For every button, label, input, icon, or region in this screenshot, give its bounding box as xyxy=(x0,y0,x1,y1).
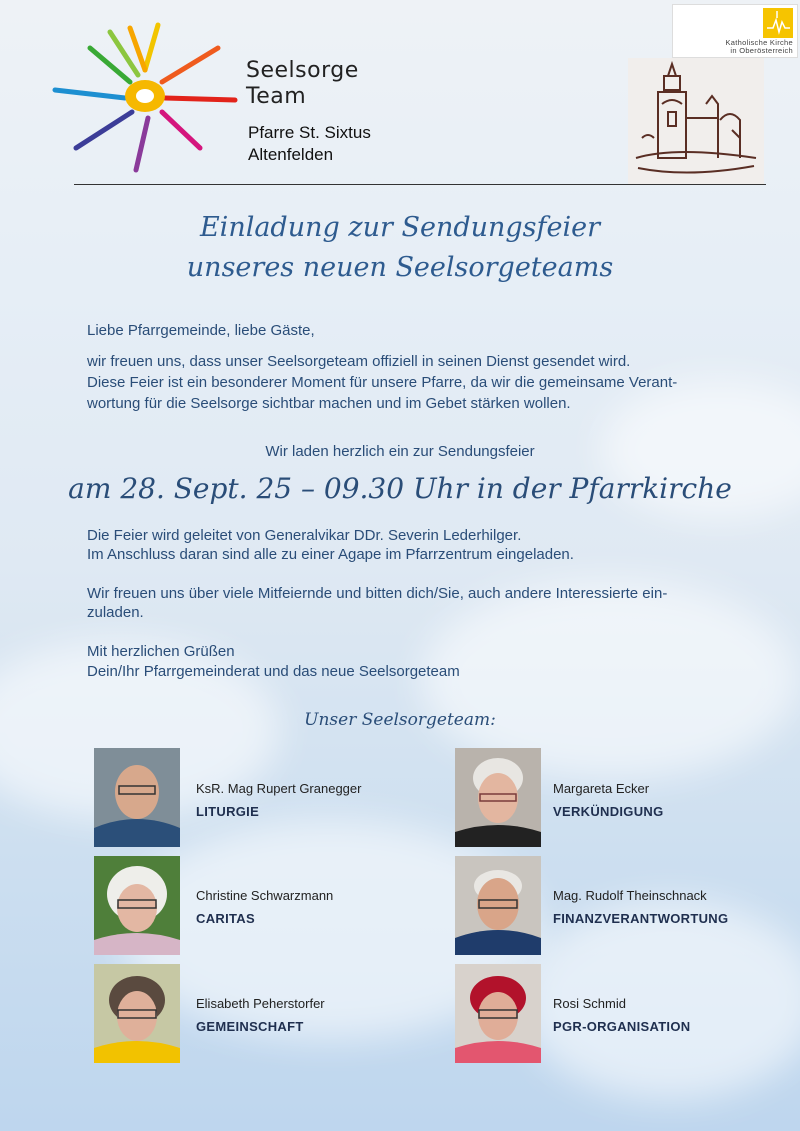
details-line-2: Im Anschluss daran sind alle zu einer Agape im Pfarrzentrum eingeladen. xyxy=(87,546,574,563)
closing-line-2: Dein/Ihr Pfarrgemeinderat und das neue Seelsorgeteam xyxy=(87,663,460,680)
header-divider xyxy=(74,184,766,185)
greeting: Liebe Pfarrgemeinde, liebe Gäste, xyxy=(87,322,315,339)
closing-line-1: Mit herzlichen Grüßen xyxy=(87,643,235,660)
team-heading: Unser Seelsorgeteam: xyxy=(304,710,496,730)
intro-line-1: wir freuen uns, dass unser Seelsorgeteam offiziell in seinen Dienst gesendet wird. xyxy=(87,353,631,370)
kirche-emblem-icon xyxy=(763,8,793,38)
sun-logo-icon xyxy=(50,20,240,180)
member-role: LITURGIE xyxy=(196,804,260,819)
church-drawing-image xyxy=(628,58,764,184)
details-line-3: Wir freuen uns über viele Mitfeiernde und bitten dich/Sie, auch andere Interessierte ein- xyxy=(87,585,668,602)
member-photo xyxy=(455,856,541,955)
member-role: FINANZVERANTWORTUNG xyxy=(553,911,729,926)
member-name: Mag. Rudolf Theinschnack xyxy=(553,888,707,903)
invite-line: Wir laden herzlich ein zur Sendungsfeier xyxy=(265,443,535,460)
member-name: Margareta Ecker xyxy=(553,781,650,796)
church-org-logo: Katholische Kirche in Oberösterreich xyxy=(672,4,798,58)
member-role: PGR-ORGANISATION xyxy=(553,1019,691,1034)
member-photo xyxy=(94,748,180,847)
member-photo xyxy=(455,748,541,847)
headline-line-2: unseres neuen Seelsorgeteams xyxy=(186,252,614,283)
member-name: Rosi Schmid xyxy=(553,996,626,1011)
event-date-line: am 28. Sept. 25 – 09.30 Uhr in der Pfarrkirche xyxy=(68,472,732,505)
member-role: GEMEINSCHAFT xyxy=(196,1019,304,1034)
member-name: Elisabeth Peherstorfer xyxy=(196,996,325,1011)
intro-line-2: Diese Feier ist ein besonderer Moment für unsere Pfarre, da wir die gemeinsame Verant- xyxy=(87,374,678,391)
logo-title: Seelsorge Team xyxy=(246,58,359,109)
member-photo xyxy=(455,964,541,1063)
member-name: KsR. Mag Rupert Granegger xyxy=(196,781,362,796)
intro-line-3: wortung für die Seelsorge sichtbar machen und im Gebet stärken wollen. xyxy=(87,395,571,412)
member-photo xyxy=(94,964,180,1063)
member-name: Christine Schwarzmann xyxy=(196,888,334,903)
member-photo xyxy=(94,856,180,955)
member-role: VERKÜNDIGUNG xyxy=(553,804,664,819)
headline-line-1: Einladung zur Sendungsfeier xyxy=(199,212,601,243)
details-line-4: zuladen. xyxy=(87,604,144,621)
details-line-1: Die Feier wird geleitet von Generalvikar DDr. Severin Lederhilger. xyxy=(87,527,522,544)
member-role: CARITAS xyxy=(196,911,255,926)
parish-name: Pfarre St. Sixtus Altenfelden xyxy=(248,123,371,164)
